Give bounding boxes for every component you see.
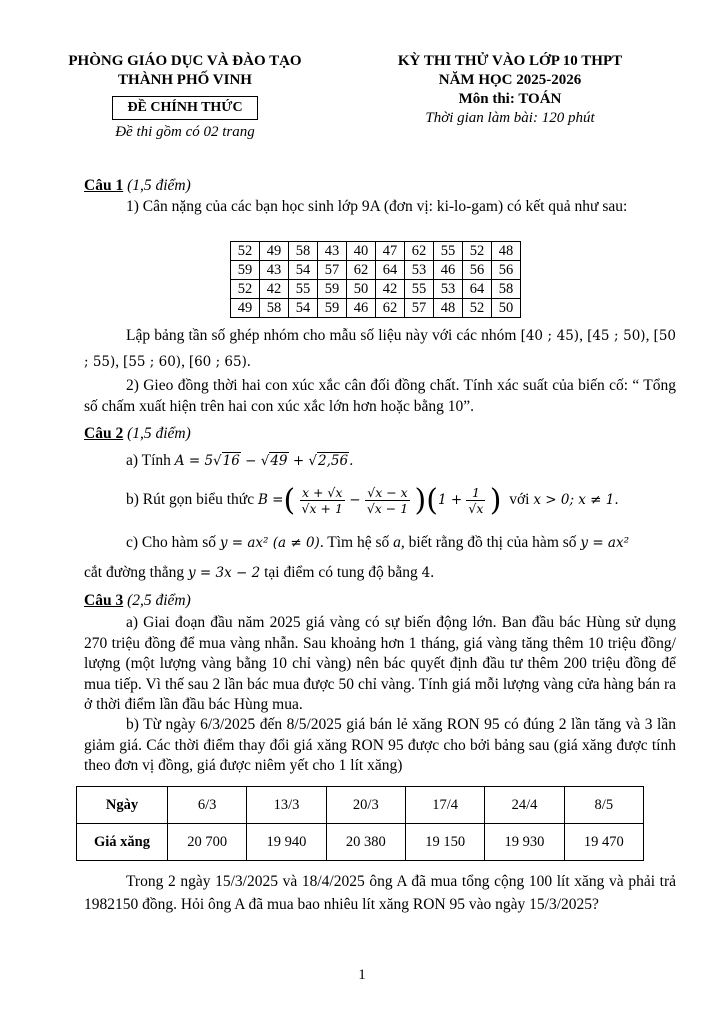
table-cell: 52: [231, 242, 260, 261]
price-cell: 20 380: [326, 824, 405, 861]
date-cell: 6/3: [168, 787, 247, 824]
table-cell: 50: [347, 280, 376, 299]
group-0: [40 ; 45): [520, 328, 580, 344]
price-cell: 19 470: [564, 824, 643, 861]
table-cell: 58: [492, 280, 521, 299]
q2a-r2: 49: [270, 453, 288, 469]
subject: Môn thi: TOÁN: [458, 91, 562, 107]
q2-points: (1,5 điểm): [127, 425, 191, 442]
q2b-label: b) Rút gọn biểu thức: [126, 491, 255, 508]
date-cell: 24/4: [485, 787, 564, 824]
table-cell: 57: [318, 261, 347, 280]
table-cell: 54: [289, 299, 318, 318]
table-cell: 64: [376, 261, 405, 280]
table-cell: 53: [434, 280, 463, 299]
table-cell: 62: [376, 299, 405, 318]
exam-title: KỲ THI THỬ VÀO LỚP 10 THPT: [397, 53, 623, 69]
q2a: [126, 452, 353, 470]
q3-points: (2,5 điểm): [127, 592, 191, 609]
table-cell: 46: [434, 261, 463, 280]
table-cell: 62: [405, 242, 434, 261]
q2c-end: .: [430, 564, 435, 581]
table-cell: 56: [463, 261, 492, 280]
q2c-func: y = ax² (a ≠ 0): [219, 535, 320, 551]
q2a-r3: 2,56: [318, 453, 349, 469]
school-year: NĂM HỌC 2025-2026: [438, 72, 582, 88]
exam-time: Thời gian làm bài: 120 phút: [425, 110, 595, 126]
date-cell: 13/3: [247, 787, 326, 824]
q3-closing: Trong 2 ngày 15/3/2025 và 18/4/2025 ông A đã mua tổng cộng 100 lít xăng và phải trả 1982150 đồng. Hỏi ông A đã mua bao nhiêu lít xăng RON 95 vào ngày 15/3/2025?: [84, 873, 676, 913]
q2a-expression: A = 5√16 − √49 + √2,56.: [174, 453, 354, 469]
table-cell: 59: [318, 299, 347, 318]
table-cell: 62: [347, 261, 376, 280]
q2c-a: a,: [393, 534, 405, 551]
table-row: [231, 261, 521, 280]
group-2: [50 ; 55): [84, 328, 676, 370]
table-row: [231, 242, 521, 261]
q1-heading: [84, 176, 676, 197]
q2b-expression: ( $\frac{x + √x}{√x + 1}$ − $\frac{√x - x}{√x - 1}$ )(1 + $\frac{1}{√x}$ ): [283, 482, 502, 518]
table-cell: 58: [260, 299, 289, 318]
price-cell: 19 940: [247, 824, 326, 861]
q2c-line2a: cắt đường thẳng: [84, 564, 185, 581]
table-cell: 55: [289, 280, 318, 299]
table-cell: 54: [289, 261, 318, 280]
weight-data-table: [230, 241, 521, 318]
table-cell: 58: [289, 242, 318, 261]
table-cell: 57: [405, 299, 434, 318]
table-cell: 40: [347, 242, 376, 261]
q2a-minus: −: [245, 453, 257, 469]
table-cell: 47: [376, 242, 405, 261]
table-cell: 52: [463, 242, 492, 261]
date-cell: 17/4: [405, 787, 484, 824]
table-cell: 49: [260, 242, 289, 261]
table-cell: 48: [492, 242, 521, 261]
group-1: [45 ; 50): [587, 328, 646, 344]
table-cell: 43: [318, 242, 347, 261]
table-cell: 52: [463, 299, 492, 318]
department-name: PHÒNG GIÁO DỤC VÀ ĐÀO TẠO: [68, 53, 302, 69]
price-cell: 19 150: [405, 824, 484, 861]
page-number: 1: [358, 967, 366, 983]
table-row: [77, 824, 644, 861]
q2c-4: 4: [421, 565, 431, 581]
city-name: THÀNH PHỐ VINH: [118, 72, 252, 88]
table-cell: 64: [463, 280, 492, 299]
table-cell: 50: [492, 299, 521, 318]
q1-points: (1,5 điểm): [127, 177, 191, 194]
q3-heading: [84, 591, 676, 612]
official-badge: ĐỀ CHÍNH THỨC: [112, 96, 257, 120]
table-cell: 48: [434, 299, 463, 318]
table-row: [77, 787, 644, 824]
q2a-r1: 16: [222, 453, 240, 469]
q2b: [126, 478, 619, 522]
table-cell: 53: [405, 261, 434, 280]
table-cell: 46: [347, 299, 376, 318]
group-3: [55 ; 60): [123, 354, 182, 370]
table-cell: 55: [434, 242, 463, 261]
q2a-end: .: [349, 453, 354, 469]
q2b-cond-label: với: [509, 491, 530, 508]
header-left: [40, 52, 330, 141]
date-cell: 20/3: [326, 787, 405, 824]
q3a: a) Giai đoạn đầu năm 2025 giá vàng có sự biến động lớn. Ban đầu bác Hùng sử dụng 270 triệu đồng để mua vàng nhẫn. Sau khoảng hơn 1 tháng, giá vàng tăng thêm 10 triệu đồng/ lượng (một lượng vàng bằng 10 chỉ vàng) nên bác quyết định đầu tư thêm 200 triệu đồng để mua tiếp. Vì thế sau 2 lần bác mua được 50 chỉ vàng. Tính giá mỗi lượng vàng cửa hàng bán ra ở thời điểm lần đầu bác Hùng mua.: [84, 614, 676, 713]
table-cell: 59: [318, 280, 347, 299]
group-4: [60 ; 65): [188, 354, 247, 370]
group-instruction: Lập bảng tần số ghép nhóm cho mẫu số liệu này với các nhóm: [126, 327, 517, 344]
q2a-label: a) Tính: [126, 452, 171, 469]
q2-heading: [84, 424, 676, 445]
table-cell: 43: [260, 261, 289, 280]
header-right: [360, 52, 660, 128]
q2c-line2b: tại điểm có tung độ bằng: [264, 564, 418, 581]
q3b: b) Từ ngày 6/3/2025 đến 8/5/2025 giá bán lẻ xăng RON 95 có đúng 2 lần tăng và 3 lần giảm giá. Các thời điểm thay đổi giá xăng RON 95 được cho bởi bảng sau (giá xăng được tính theo đơn vị đồng, giá được niêm yết cho 1 lít xăng): [84, 716, 676, 774]
q2a-plus: +: [292, 453, 305, 469]
q2c-text3: biết rằng đồ thị của hàm số: [408, 534, 577, 551]
fuel-price-table: [76, 786, 644, 861]
q1-title: Câu 1: [84, 177, 124, 194]
q2c-text2: . Tìm hệ số: [319, 534, 390, 551]
pages-note: Đề thi gồm có 02 trang: [115, 124, 255, 140]
price-cell: 20 700: [168, 824, 247, 861]
q2c: [84, 528, 676, 588]
table-cell: 56: [492, 261, 521, 280]
date-cell: 8/5: [564, 787, 643, 824]
q2c-func2: y = ax²: [580, 535, 630, 551]
table-cell: 42: [260, 280, 289, 299]
price-header: Giá xăng: [77, 824, 168, 861]
price-cell: 19 930: [485, 824, 564, 861]
table-cell: 52: [231, 280, 260, 299]
table-row: [231, 299, 521, 318]
q2c-line: y = 3x − 2: [187, 565, 261, 581]
q2b-condition: x > 0; x ≠ 1.: [533, 492, 619, 508]
q2c-text1: c) Cho hàm số: [126, 534, 216, 551]
table-cell: 55: [405, 280, 434, 299]
table-cell: 59: [231, 261, 260, 280]
q1-groups: Lập bảng tần số ghép nhóm cho mẫu số liệu này với các nhóm [40 ; 45), [45 ; 50), [50 ; 55), [55 ; 60), [60 ; 65).: [84, 327, 676, 370]
q2b-B: B =: [257, 492, 284, 508]
q2a-lhs: A = 5: [174, 453, 214, 469]
q3-title: Câu 3: [84, 592, 124, 609]
q1-part2: 2) Gieo đồng thời hai con xúc xắc cân đối đồng chất. Tính xác suất của biến cố: “ Tổng số chấm xuất hiện trên hai con xúc xắc lớn hơn hoặc bằng 10”.: [84, 377, 676, 415]
table-cell: 42: [376, 280, 405, 299]
table-row: [231, 280, 521, 299]
table-cell: 49: [231, 299, 260, 318]
date-header: Ngày: [77, 787, 168, 824]
q2-title: Câu 2: [84, 425, 124, 442]
q1-part1: 1) Cân nặng của các bạn học sinh lớp 9A (đơn vị: ki-lo-gam) có kết quả như sau:: [126, 198, 628, 215]
